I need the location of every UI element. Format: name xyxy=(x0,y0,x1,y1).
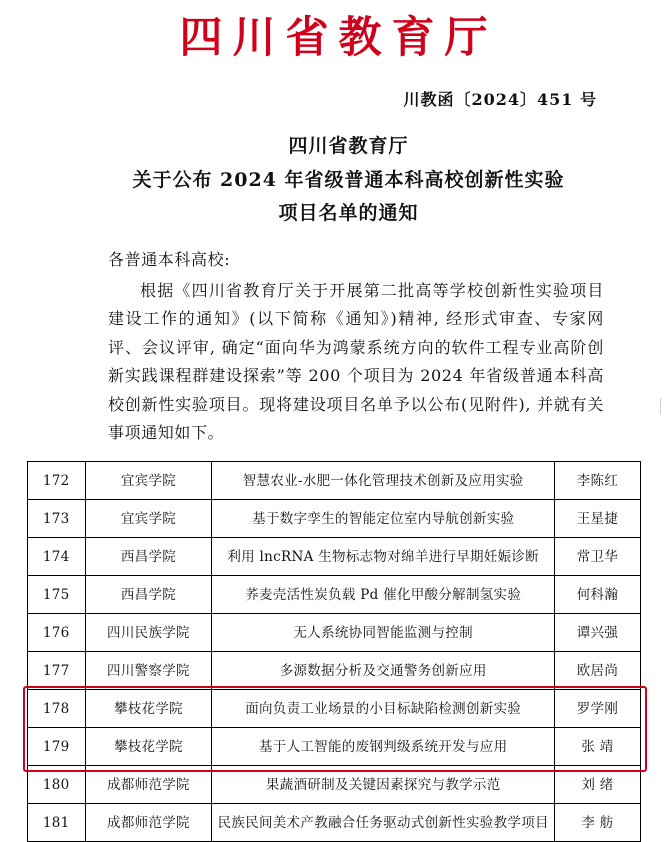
table-row xyxy=(27,766,640,804)
masthead-title: 四川省教育厅 xyxy=(179,13,498,63)
cell-school: 四川警察学院 xyxy=(85,652,211,690)
document-number: 川教函〔2024〕451 号 xyxy=(403,90,597,110)
cell-project: 面向负责工业场景的小目标缺陷检测创新实验 xyxy=(212,690,555,728)
project-list-table-wrap xyxy=(27,461,641,842)
title-line-1: 四川省教育厅 xyxy=(288,135,409,158)
cell-person: 李陈红 xyxy=(555,462,640,500)
cell-id: 177 xyxy=(27,652,85,690)
cell-id: 175 xyxy=(27,576,85,614)
cell-project: 智慧农业-水肥一体化管理技术创新及应用实验 xyxy=(212,462,555,500)
cell-school: 成都师范学院 xyxy=(85,766,211,804)
table-row xyxy=(27,804,640,842)
cell-project: 多源数据分析及交通警务创新应用 xyxy=(212,652,555,690)
table-row xyxy=(27,462,640,500)
cell-person: 张 靖 xyxy=(555,728,640,766)
cell-school: 四川民族学院 xyxy=(85,614,211,652)
title-line-3: 项目名单的通知 xyxy=(278,201,419,224)
masthead xyxy=(0,0,667,69)
cell-project: 无人系统协同智能监测与控制 xyxy=(212,614,555,652)
project-list-table xyxy=(27,461,641,842)
cell-school: 西昌学院 xyxy=(85,576,211,614)
table-row xyxy=(27,728,640,766)
cell-project: 基于人工智能的废钢判级系统开发与应用 xyxy=(212,728,555,766)
cell-school: 宜宾学院 xyxy=(85,500,211,538)
body-block xyxy=(0,230,667,447)
cell-person: 罗学刚 xyxy=(555,690,640,728)
table-row xyxy=(27,538,640,576)
cell-id: 180 xyxy=(27,766,85,804)
table-row xyxy=(27,500,640,538)
cell-project: 利用 lncRNA 生物标志物对绵羊进行早期妊娠诊断 xyxy=(212,538,555,576)
cell-school: 成都师范学院 xyxy=(85,804,211,842)
cell-person: 常卫华 xyxy=(555,538,640,576)
cell-person: 欧居尚 xyxy=(555,652,640,690)
cell-id: 179 xyxy=(27,728,85,766)
cell-id: 173 xyxy=(27,500,85,538)
cell-school: 攀枝花学院 xyxy=(85,690,211,728)
cell-person: 李 舫 xyxy=(555,804,640,842)
title-block xyxy=(0,110,667,230)
page-edge-notch xyxy=(660,398,667,414)
cell-person: 刘 绪 xyxy=(555,766,640,804)
cell-project: 民族民间美术产教融合任务驱动式创新性实验教学项目 xyxy=(212,804,555,842)
cell-id: 176 xyxy=(27,614,85,652)
cell-id: 172 xyxy=(27,462,85,500)
body-paragraph-1: 根据《四川省教育厅关于开展第二批高等学校创新性实验项目建设工作的通知》(以下简称《通知》)精神, 经形式审查、专家网评、会议评审, 确定“面向华为鸿蒙系统方向的软件工程专业高阶创新实践课程群建设探索”等 200 个项目为 2024 年省级普通本科高校创新性实验项目。现将建设项目名单予以公布(见附件), 并就有关事项通知如下。 xyxy=(108,280,604,442)
cell-person: 王星捷 xyxy=(555,500,640,538)
cell-person: 何科瀚 xyxy=(555,576,640,614)
table-row xyxy=(27,652,640,690)
salutation: 各普通本科高校: xyxy=(108,250,231,270)
cell-school: 西昌学院 xyxy=(85,538,211,576)
cell-project: 荞麦壳活性炭负载 Pd 催化甲酸分解制氢实验 xyxy=(212,576,555,614)
cell-project: 果蔬酒研制及关键因素探究与教学示范 xyxy=(212,766,555,804)
table-row xyxy=(27,614,640,652)
cell-school: 攀枝花学院 xyxy=(85,728,211,766)
project-list-body xyxy=(27,462,640,842)
cell-project: 基于数字孪生的智能定位室内导航创新实验 xyxy=(212,500,555,538)
cell-id: 174 xyxy=(27,538,85,576)
cell-id: 181 xyxy=(27,804,85,842)
cell-school: 宜宾学院 xyxy=(85,462,211,500)
title-line-2: 关于公布 2024 年省级普通本科高校创新性实验 xyxy=(132,168,565,191)
table-row xyxy=(27,576,640,614)
table-row xyxy=(27,690,640,728)
cell-person: 谭兴强 xyxy=(555,614,640,652)
cell-id: 178 xyxy=(27,690,85,728)
